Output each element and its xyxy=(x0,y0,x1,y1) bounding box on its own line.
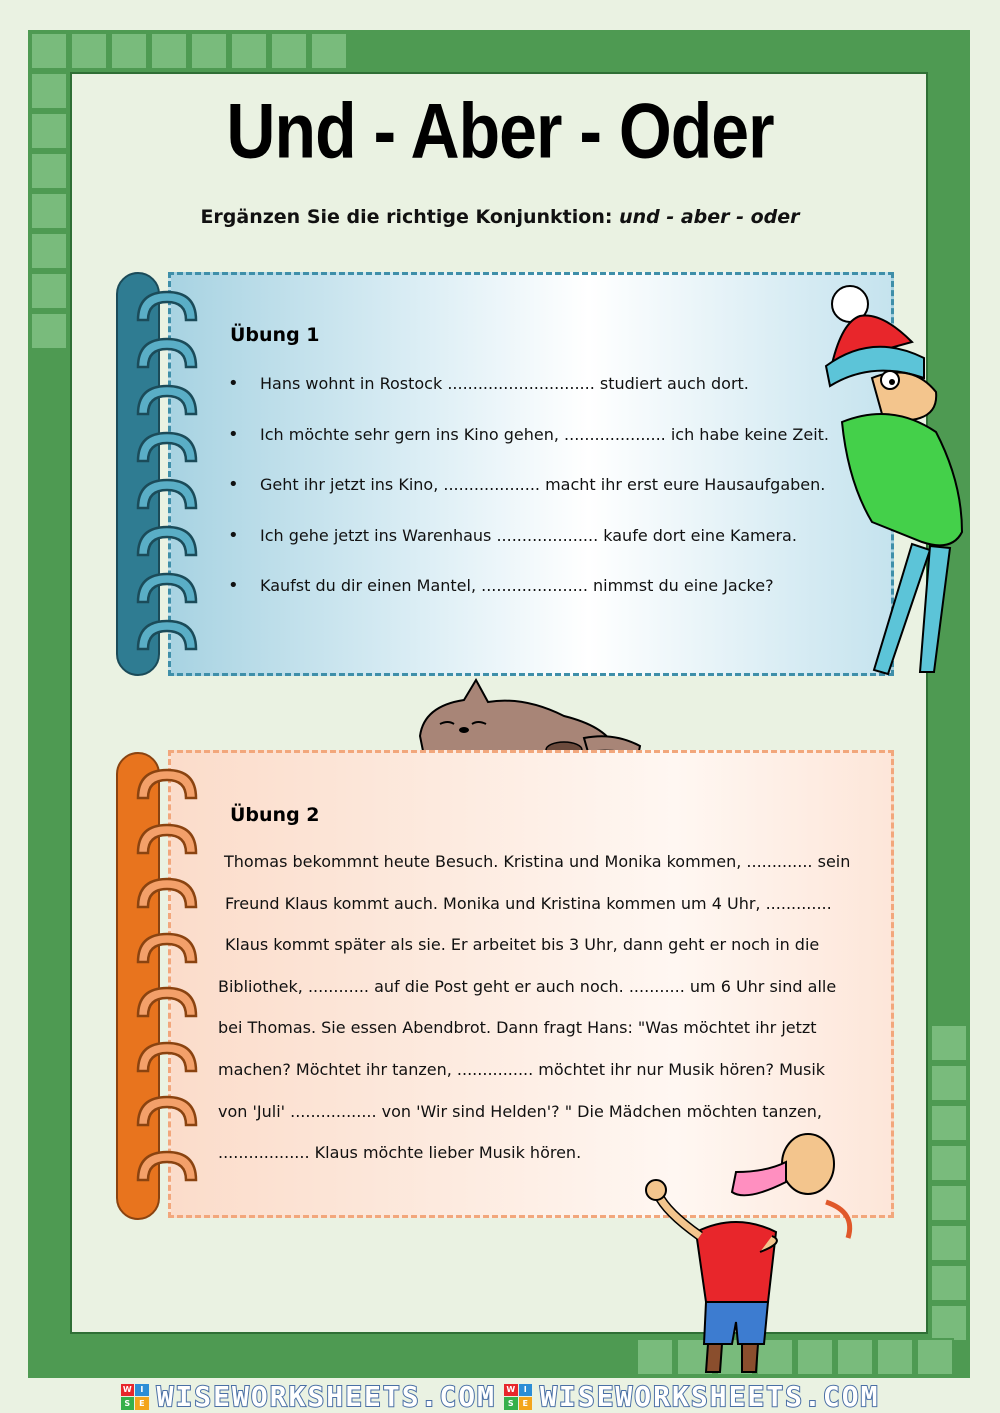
frame-tile xyxy=(876,1338,914,1376)
notebook-ring xyxy=(132,429,202,469)
list-item: • Hans wohnt in Rostock ............................. studiert auch dort. xyxy=(228,372,868,423)
frame-tile xyxy=(70,32,108,70)
notebook-ring-shape xyxy=(138,1097,196,1125)
green-jacket xyxy=(842,414,962,545)
text-line: .................. Klaus möchte lieber Musik hören. xyxy=(218,1143,582,1163)
logo-letter: E xyxy=(135,1397,149,1410)
site-logo-icon xyxy=(121,1384,149,1410)
man-shorts xyxy=(704,1302,768,1344)
frame-tile xyxy=(230,32,268,70)
text-line: machen? Möchtet ihr tanzen, ............... möchtet ihr nur Musik hören? Musik xyxy=(218,1059,826,1079)
notebook-ring-shape xyxy=(138,1043,196,1071)
frame-tile xyxy=(930,1184,968,1222)
man-fist xyxy=(646,1180,666,1200)
notebook-ring xyxy=(132,288,202,328)
text-line: Freund Klaus kommt auch. Monika und Kristina kommen um 4 Uhr, ............. xyxy=(225,893,832,913)
frame-tile xyxy=(930,1024,968,1062)
frame-tile xyxy=(930,1144,968,1182)
exercise-2-title: Übung 2 xyxy=(230,804,320,826)
instruction xyxy=(0,206,1000,228)
exercise-1-title: Übung 1 xyxy=(230,324,320,346)
exercise-2-text xyxy=(218,848,878,1181)
man-beard xyxy=(826,1202,850,1238)
text-line: Bibliothek, ............ auf die Post geht er auch noch. ........... um 6 Uhr sind alle xyxy=(218,976,837,996)
notebook-ring xyxy=(132,523,202,563)
pupil xyxy=(889,379,895,385)
list-item: • Ich gehe jetzt ins Warenhaus .................... kaufe dort eine Kamera. xyxy=(228,524,868,575)
page-title: Und - Aber - Oder xyxy=(226,87,774,175)
frame-tile xyxy=(930,1264,968,1302)
frame-tile xyxy=(110,32,148,70)
instruction-text: Ergänzen Sie die richtige Konjunktion: xyxy=(200,206,620,228)
notebook-ring xyxy=(132,930,202,970)
notebook-ring xyxy=(132,766,202,806)
notebook-ring-shape xyxy=(138,934,196,962)
notebook-ring xyxy=(132,821,202,861)
frame-tile xyxy=(930,1224,968,1262)
notebook-ring-shape xyxy=(138,1152,196,1180)
frame-tile xyxy=(930,1304,968,1342)
list-item: • Ich möchte sehr gern ins Kino gehen, .................... ich habe keine Zeit. xyxy=(228,423,868,474)
notebook-ring xyxy=(132,476,202,516)
logo-letter: S xyxy=(504,1397,518,1410)
logo-letter: W xyxy=(504,1384,518,1397)
text-line: Klaus kommt später als sie. Er arbeitet bis 3 Uhr, dann geht er noch in die xyxy=(225,935,820,955)
notebook-ring-shape xyxy=(138,574,196,602)
frame-tile xyxy=(30,32,68,70)
notebook-ring-shape xyxy=(138,527,196,555)
watermark-text: WISEWORKSHEETS.COM xyxy=(540,1380,880,1413)
list-item: • Geht ihr jetzt ins Kino, ................... macht ihr erst eure Hausaufgaben. xyxy=(228,473,868,524)
logo-letter: S xyxy=(121,1397,135,1410)
logo-letter: E xyxy=(519,1397,533,1410)
man-legs xyxy=(706,1344,758,1372)
frame-tile xyxy=(30,272,68,310)
notebook-ring xyxy=(132,570,202,610)
notebook-ring-shape xyxy=(138,480,196,508)
list-item: • Kaufst du dir einen Mantel, ..................... nimmst du eine Jacke? xyxy=(228,574,868,625)
notebook-ring xyxy=(132,1039,202,1079)
man-tongue xyxy=(732,1162,786,1195)
notebook-ring xyxy=(132,1093,202,1133)
notebook-ring xyxy=(132,382,202,422)
notebook-spine-blue xyxy=(116,272,160,676)
notebook-ring xyxy=(132,335,202,375)
text-line: von 'Juli' ................. von 'Wir sind Helden'? " Die Mädchen möchten tanzen, xyxy=(218,1101,822,1121)
man-arm-skin xyxy=(658,1194,700,1236)
exercise-1-list xyxy=(228,372,868,625)
frame-tile xyxy=(930,1104,968,1142)
text-line: Thomas bekommnt heute Besuch. Kristina und Monika kommen, ............. sein xyxy=(224,852,851,871)
logo-letter: I xyxy=(519,1384,533,1397)
frame-tile xyxy=(30,312,68,350)
frame-tile xyxy=(270,32,308,70)
logo-letter: I xyxy=(135,1384,149,1397)
notebook-ring xyxy=(132,875,202,915)
cat-nose xyxy=(459,727,469,733)
skier-illustration xyxy=(812,282,972,676)
notebook-ring-shape xyxy=(138,879,196,907)
watermark-text: WISEWORKSHEETS.COM xyxy=(156,1380,496,1413)
logo-letter: W xyxy=(121,1384,135,1397)
frame-tile xyxy=(30,232,68,270)
frame-tile xyxy=(916,1338,954,1376)
frame-tile xyxy=(190,32,228,70)
notebook-ring-shape xyxy=(138,988,196,1016)
man-shirt xyxy=(696,1222,776,1302)
notebook-ring-shape xyxy=(138,770,196,798)
notebook-ring xyxy=(132,617,202,657)
notebook-ring-shape xyxy=(138,339,196,367)
notebook-ring-shape xyxy=(138,292,196,320)
frame-tile xyxy=(310,32,348,70)
frame-tile xyxy=(150,32,188,70)
excited-man-illustration xyxy=(636,1132,866,1378)
footer-watermark xyxy=(0,1380,1000,1413)
notebook-ring-shape xyxy=(138,621,196,649)
man-head xyxy=(782,1134,834,1194)
notebook-ring-shape xyxy=(138,433,196,461)
text-line: bei Thomas. Sie essen Abendbrot. Dann fragt Hans: "Was möchtet ihr jetzt xyxy=(218,1018,817,1038)
notebook-ring-shape xyxy=(138,386,196,414)
site-logo-icon xyxy=(504,1384,532,1410)
frame-tile xyxy=(930,1064,968,1102)
instruction-options: und - aber - oder xyxy=(619,206,800,228)
notebook-ring xyxy=(132,1148,202,1188)
notebook-ring-shape xyxy=(138,825,196,853)
notebook-ring xyxy=(132,984,202,1024)
